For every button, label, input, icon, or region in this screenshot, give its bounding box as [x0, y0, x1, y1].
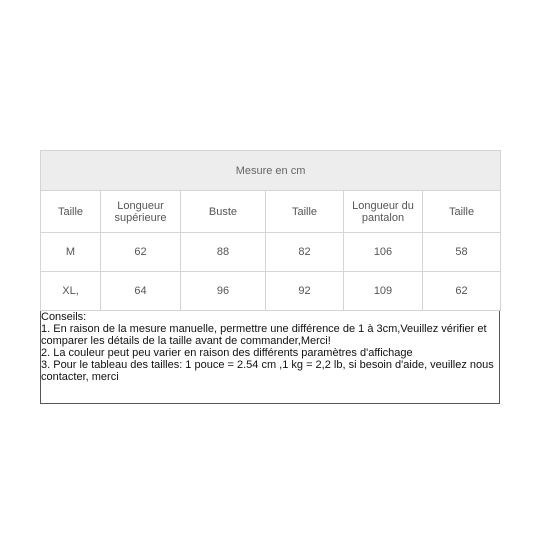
table-cell: 62	[423, 272, 501, 311]
table-header-row	[41, 191, 501, 233]
table-cell: 88	[181, 233, 266, 272]
header-cell: Buste	[181, 191, 266, 233]
size-table	[40, 150, 501, 311]
table-cell: XL,	[41, 272, 101, 311]
table-cell: 58	[423, 233, 501, 272]
table-row	[41, 233, 501, 272]
header-cell: Taille	[41, 191, 101, 233]
header-cell: Taille	[423, 191, 501, 233]
table-cell: 62	[101, 233, 181, 272]
note-item: 2. La couleur peut peu varier en raison des différents paramètres d'affichage	[41, 347, 413, 359]
table-title-row	[41, 151, 501, 191]
note-item: 1. En raison de la mesure manuelle, permettre une différence de 1 à 3cm,Veuillez vérifier et comparer les détails de la taille avant de commander,Merci!	[41, 323, 487, 347]
table-cell: M	[41, 233, 101, 272]
notes-heading: Conseils:	[41, 311, 87, 323]
table-cell: 96	[181, 272, 266, 311]
note-item: 3. Pour le tableau des tailles: 1 pouce = 2.54 cm ,1 kg = 2,2 lb, si besoin d'aide, veuillez nous contacter, merci	[41, 359, 494, 383]
header-cell: Longueur du pantalon	[344, 191, 423, 233]
table-cell: 82	[266, 233, 344, 272]
table-title: Mesure en cm	[41, 151, 501, 191]
header-cell: Longueur supérieure	[101, 191, 181, 233]
table-cell: 64	[101, 272, 181, 311]
table-cell: 109	[344, 272, 423, 311]
table-row	[41, 272, 501, 311]
size-chart	[40, 150, 500, 404]
table-cell: 106	[344, 233, 423, 272]
header-cell: Taille	[266, 191, 344, 233]
table-cell: 92	[266, 272, 344, 311]
notes-box	[40, 311, 500, 404]
